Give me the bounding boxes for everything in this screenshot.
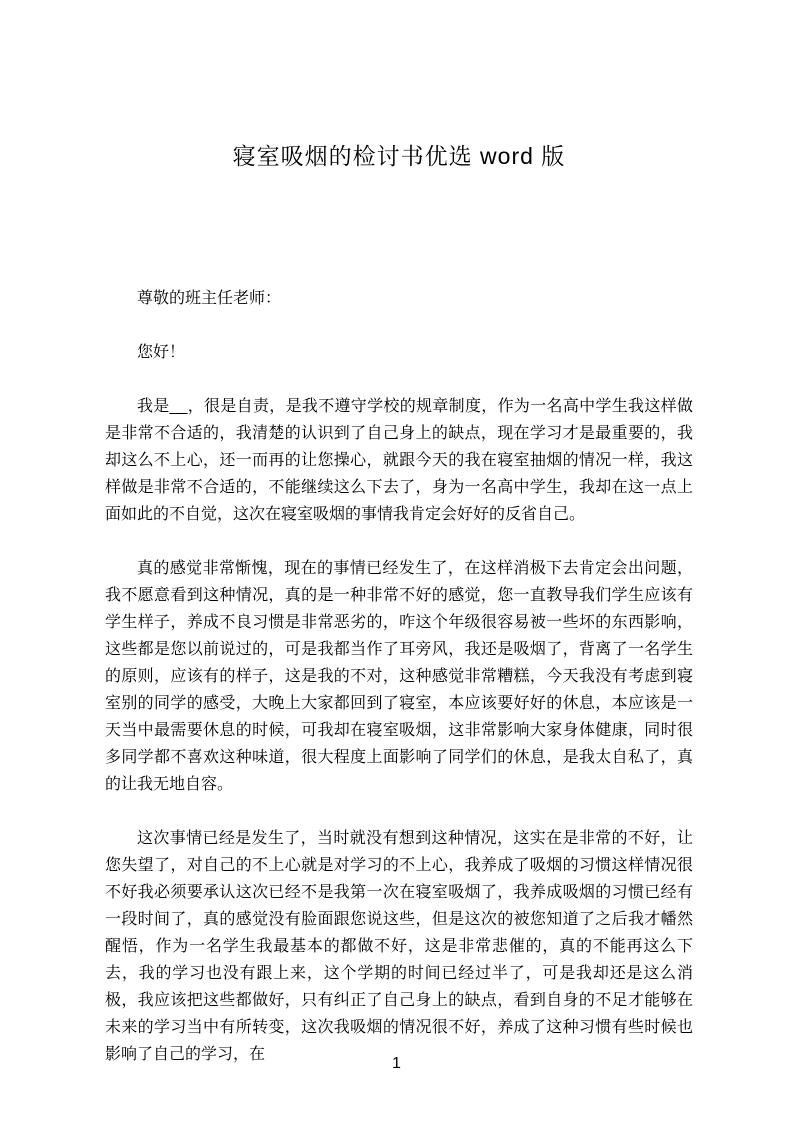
body-paragraph: 这次事情已经是发生了，当时就没有想到这种情况，这实在是非常的不好，让您失望了，对自己的不上心就是对学习的不上心，我养成了吸烟的习惯这样情况很不好我必须要承认这次已经不是我第一次在寝室吸烟了，我养成吸烟的习惯已经有一段时间了，真的感觉没有脸面跟您说这些，但是这次的被您知道了之后我才幡然醒悟，作为一名学生我最基本的都做不好，这是非常悲催的，真的不能再这么下去，我的学习也没有跟上来，这个学期的时间已经过半了，可是我却还是这么消极，我应该把这些都做好，只有纠正了自己身上的缺点，看到自身的不足才能够在未来的学习当中有所转变，这次我吸烟的情况很不好，养成了这种习惯有些时候也影响了自己的学习，在	[105, 830, 693, 1063]
document-title: 寝室吸烟的检讨书优选 word 版	[232, 143, 566, 169]
body-paragraph: 我是__，很是自责，是我不遵守学校的规章制度，作为一名高中学生我这样做是非常不合适的，我清楚的认识到了自己身上的缺点，现在学习才是最重要的，我却这么不上心，还一而再的让您操心，就跟今天的我在寝室抽烟的情况一样，我这样做是非常不合适的，不能继续这么下去了，身为一名高中学生，我却在这一点上面如此的不自觉，这次在寝室吸烟的事情我肯定会好好的反省自己。	[105, 398, 693, 523]
body-paragraph: 真的感觉非常惭愧，现在的事情已经发生了，在这样消极下去肯定会出问题，我不愿意看到这种情况，真的是一种非常不好的感觉，您一直教导我们学生应该有学生样子，养成不良习惯是非常恶劣的，咋这个年级很容易被一些坏的东西影响，这些都是您以前说过的，可是我都当作了耳旁风，我还是吸烟了，背离了一名学生的原则，应该有的样子，这是我的不对，这种感觉非常糟糕，今天我没有考虑到寝室别的同学的感受，大晚上大家都回到了寝室，本应该要好好的休息，本应该是一天当中最需要休息的时候，可我却在寝室吸烟，这非常影响大家身体健康，同时很多同学都不喜欢这种味道，很大程度上面影响了同学们的休息，是我太自私了，真的让我无地自容。	[105, 560, 693, 793]
document-body	[105, 0, 693, 1068]
page-number: 1	[392, 1055, 401, 1072]
greeting-line: 尊敬的班主任老师：	[137, 290, 282, 307]
salutation-line: 您好！	[137, 344, 186, 361]
